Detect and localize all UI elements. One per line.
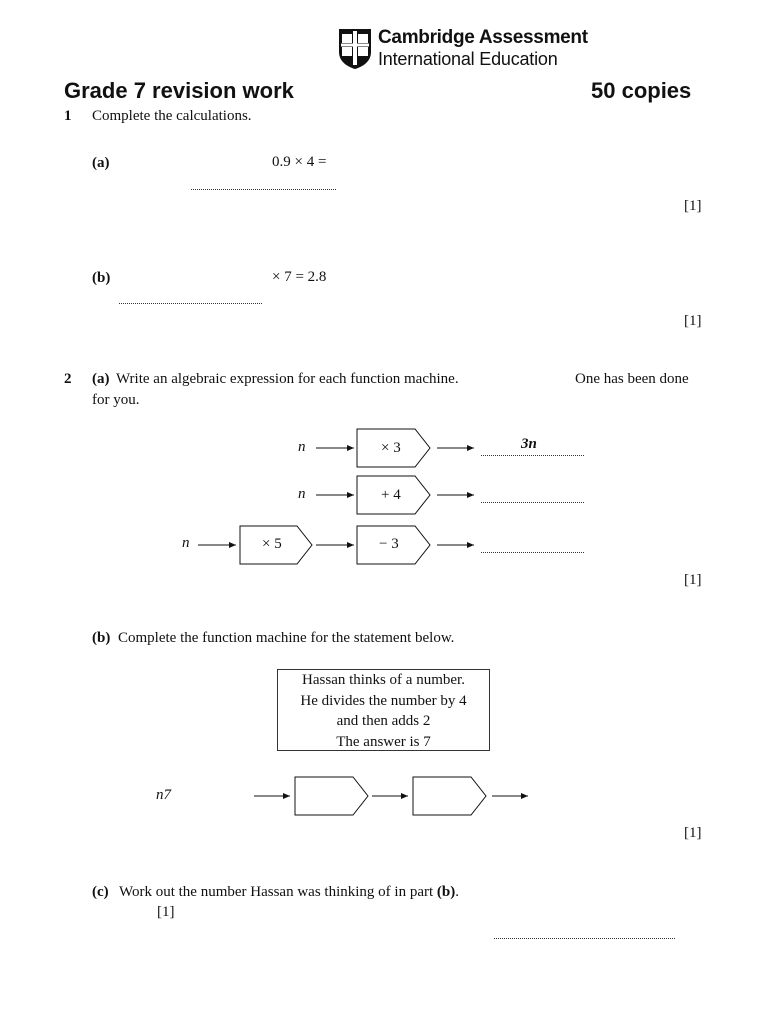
machine1-op: × 3 <box>381 440 401 456</box>
org-name-line1: Cambridge Assessment <box>378 27 588 48</box>
q2b-box2 <box>413 777 486 815</box>
q2b-box1 <box>295 777 368 815</box>
machine2-answer-line[interactable] <box>481 502 584 503</box>
q2c-label: (c) <box>92 884 109 900</box>
q1a-answer-line[interactable] <box>191 189 336 190</box>
q1a-expression: 0.9 × 4 = <box>272 154 327 170</box>
q2a-mark: [1] <box>684 572 702 588</box>
q2b-machine-input: n7 <box>156 787 171 803</box>
machine1-input: n <box>298 439 306 455</box>
q2b-function-machine <box>0 760 768 830</box>
org-name-line2: International Education <box>378 49 558 69</box>
q2c-text: Work out the number Hassan was thinking of in part <box>119 884 434 900</box>
question-number-1: 1 <box>64 108 72 124</box>
q1a-label: (a) <box>92 155 110 171</box>
q2b-text: Complete the function machine for the statement below. <box>118 630 455 646</box>
q1b-label: (b) <box>92 270 111 286</box>
statement-line-1: Hassan thinks of a number. <box>302 672 465 688</box>
machine1-answer: 3n <box>521 436 537 452</box>
statement-line-4: The answer is 7 <box>336 733 431 750</box>
q1a-mark: [1] <box>684 198 702 214</box>
question-number-2: 2 <box>64 371 72 387</box>
q2a-text-right: One has been done <box>575 371 689 387</box>
q2c-ref: (b) <box>436 884 456 900</box>
q1b-answer-line[interactable] <box>119 303 262 304</box>
q2c-end: . <box>455 884 459 900</box>
statement-line-2: He divides the number by 4 <box>300 692 467 709</box>
q1b-mark: [1] <box>684 313 702 329</box>
machine3-op1: × 5 <box>262 536 282 552</box>
q2a-text: Write an algebraic expression for each function machine. <box>116 371 459 387</box>
q2a-label: (a) <box>92 371 110 387</box>
machine3-op2: − 3 <box>379 536 399 552</box>
machine2-input: n <box>298 486 306 502</box>
copies-label: 50 copies <box>591 78 692 103</box>
question-1-stem: Complete the calculations. <box>92 108 252 124</box>
q2a-text-cont: for you. <box>92 392 140 408</box>
page-title: Grade 7 revision work <box>64 78 294 103</box>
q2b-label: (b) <box>92 630 111 646</box>
statement-line-3: and then adds 2 <box>336 713 431 729</box>
q2c-answer-line[interactable] <box>494 938 675 939</box>
cambridge-logo <box>338 28 588 72</box>
q2c-text-line <box>119 884 459 901</box>
machine1-answer-line[interactable] <box>481 455 584 456</box>
machine2-op: + 4 <box>381 487 401 503</box>
cambridge-shield-icon <box>338 28 372 70</box>
machine3-answer-line[interactable] <box>481 552 584 553</box>
q1b-expression: × 7 = 2.8 <box>272 269 327 285</box>
machine3-input: n <box>182 535 190 551</box>
statement-box <box>277 669 490 751</box>
q2b-mark: [1] <box>684 825 702 841</box>
q2c-mark: [1] <box>157 904 175 920</box>
